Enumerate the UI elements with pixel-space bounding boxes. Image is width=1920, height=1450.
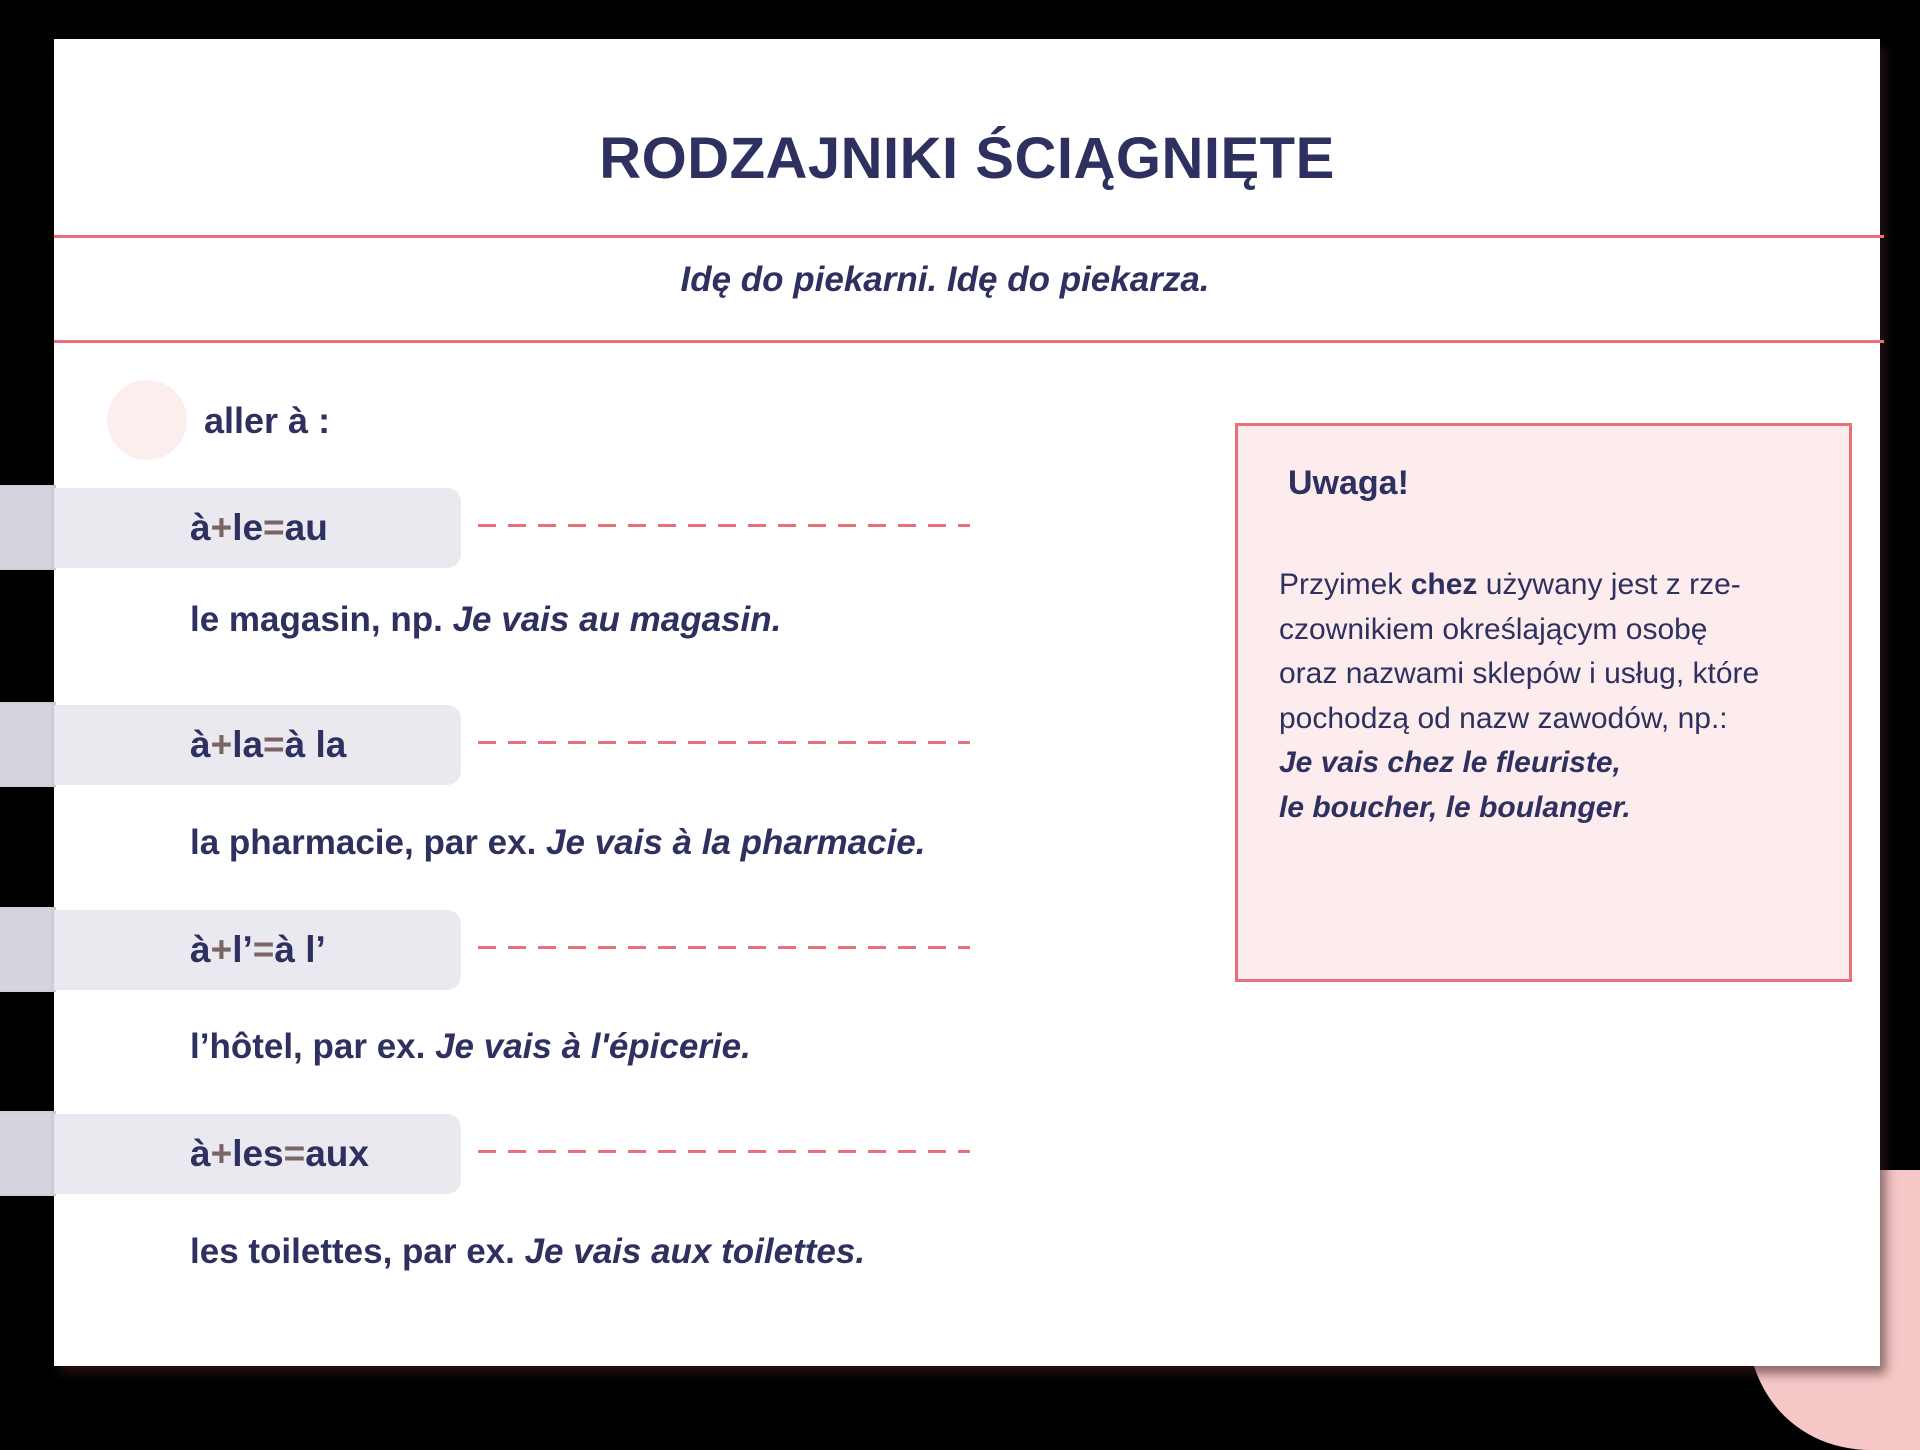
formula-preposition: à (190, 1133, 211, 1174)
side-tab (0, 702, 56, 787)
note-text: czownikiem określającym osobę (1279, 612, 1708, 646)
example-sentence (190, 600, 781, 640)
example-noun: les toilettes, par ex. (190, 1232, 525, 1271)
note-example: Je vais chez le fleuriste, (1279, 746, 1621, 779)
formula-preposition: à (190, 929, 211, 970)
note-box (1235, 423, 1852, 982)
example-noun: l’hôtel, par ex. (190, 1027, 436, 1066)
note-keyword: chez (1410, 568, 1478, 601)
bullet-circle-icon (107, 380, 187, 460)
page-subtitle: Idę do piekarni. Idę do piekarza. (680, 260, 1210, 299)
equals-sign: = (283, 1133, 306, 1174)
note-body (1279, 563, 1839, 830)
divider-bottom (54, 340, 1884, 343)
formula-article: l’ (232, 929, 253, 970)
example-noun: la pharmacie, par ex. (190, 823, 547, 862)
example-noun: le magasin, np. (190, 600, 453, 639)
note-title: Uwaga! (1288, 464, 1409, 502)
plus-sign: + (210, 1133, 233, 1174)
example-french: Je vais à l'épicerie. (435, 1027, 751, 1066)
formula-result: aux (305, 1133, 369, 1174)
dashed-leader-line (478, 741, 970, 744)
side-tab (0, 485, 56, 570)
dashed-leader-line (478, 1150, 970, 1153)
equals-sign: = (263, 507, 285, 548)
equals-sign: = (252, 929, 275, 970)
note-text: oraz nazwami sklepów i usług, które (1279, 657, 1760, 690)
formula-result: à l’ (274, 929, 326, 970)
formula-article: la (232, 724, 264, 765)
formula-pill (54, 910, 461, 990)
formula-pill (54, 1114, 461, 1194)
formula-article: les (232, 1133, 284, 1174)
note-text: pochodzą od nazw zawodów, np.: (1279, 701, 1728, 735)
lead-label: aller à : (204, 400, 331, 441)
example-sentence (190, 1232, 865, 1272)
note-text: używany jest z rze- (1477, 568, 1741, 601)
example-french: Je vais aux toilettes. (524, 1232, 866, 1271)
note-text: Przyimek (1279, 568, 1411, 601)
plus-sign: + (210, 507, 233, 548)
formula-result: à la (284, 724, 347, 765)
dashed-leader-line (478, 946, 970, 949)
plus-sign: + (210, 724, 233, 765)
formula-article: le (232, 507, 264, 548)
side-tab (0, 1111, 56, 1196)
example-french: Je vais au magasin. (452, 600, 782, 639)
formula-pill (54, 488, 461, 568)
example-sentence (190, 1027, 751, 1067)
plus-sign: + (210, 929, 233, 970)
example-sentence (190, 823, 925, 863)
formula-result: au (284, 507, 328, 548)
note-example: le boucher, le boulanger. (1279, 790, 1631, 824)
formula-preposition: à (190, 724, 211, 765)
example-french: Je vais à la pharmacie. (546, 823, 926, 862)
dashed-leader-line (478, 524, 970, 527)
page-title: RODZAJNIKI ŚCIĄGNIĘTE (599, 126, 1335, 191)
divider-top (54, 235, 1884, 238)
formula-preposition: à (190, 507, 211, 548)
formula-pill (54, 705, 461, 785)
side-tab (0, 907, 56, 992)
equals-sign: = (263, 724, 285, 765)
